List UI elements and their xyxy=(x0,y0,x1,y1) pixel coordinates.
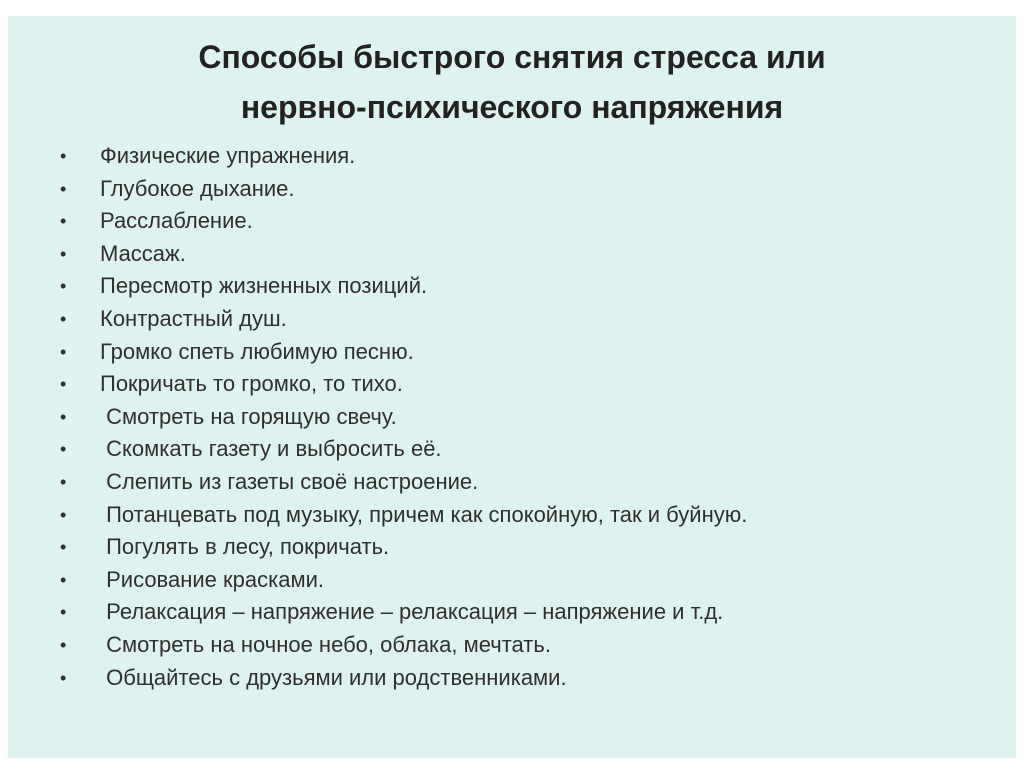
bullet-marker: • xyxy=(60,243,67,264)
bullet-marker: • xyxy=(60,146,67,166)
list-item-text: Массаж. xyxy=(100,240,186,266)
bullet-marker: • xyxy=(60,211,67,232)
list-item-text: Погулять в лесу, покричать. xyxy=(100,534,390,560)
bullet-marker: • xyxy=(60,374,67,395)
title-line-1: Способы быстрого снятия стресса или xyxy=(198,39,826,75)
list-item-text: Громко спеть любимую песню. xyxy=(100,338,414,364)
bullet-marker: • xyxy=(60,308,67,329)
bullet-marker: • xyxy=(60,537,67,558)
list-item-text: Общайтесь с друзьями или родственниками. xyxy=(100,664,567,690)
list-item-text: Релаксация – напряжение – релаксация – напряжение и т.д. xyxy=(100,599,724,625)
bullet-marker: • xyxy=(60,471,67,492)
bullet-marker: • xyxy=(60,341,67,362)
slide-title xyxy=(8,32,1016,132)
list-item-text: Контрастный душ. xyxy=(100,305,287,331)
bullet-marker: • xyxy=(60,602,67,623)
title-line-2: нервно-психического напряжения xyxy=(240,89,784,125)
bullet-marker: • xyxy=(60,178,67,199)
list-item-text: Скомкать газету и выбросить её. xyxy=(100,436,442,462)
list-item-text: Смотреть на горящую свечу. xyxy=(100,403,397,429)
list-item-text: Слепить из газеты своё настроение. xyxy=(100,468,479,494)
bullet-marker: • xyxy=(60,504,67,525)
list-item-text: Рисование красками. xyxy=(100,566,324,592)
list-item-text: Глубокое дыхание. xyxy=(100,175,295,201)
bullet-marker: • xyxy=(60,569,67,590)
list-item-text: Смотреть на ночное небо, облака, мечтать. xyxy=(100,631,551,657)
list-item-text: Пересмотр жизненных позиций. xyxy=(100,273,428,299)
list-item-text: Потанцевать под музыку, причем как спокойную, так и буйную. xyxy=(100,501,748,527)
slide xyxy=(8,16,1016,758)
bullet-marker: • xyxy=(60,634,67,655)
bullet-marker: • xyxy=(60,439,67,460)
list-item-text: Расслабление. xyxy=(100,208,253,234)
list-item-text: Физические упражнения. xyxy=(100,143,356,168)
bullet-marker: • xyxy=(60,667,67,688)
bullet-marker: • xyxy=(60,276,67,297)
bullet-marker: • xyxy=(60,406,67,427)
list-item-text: Покричать то громко, то тихо. xyxy=(100,371,403,397)
